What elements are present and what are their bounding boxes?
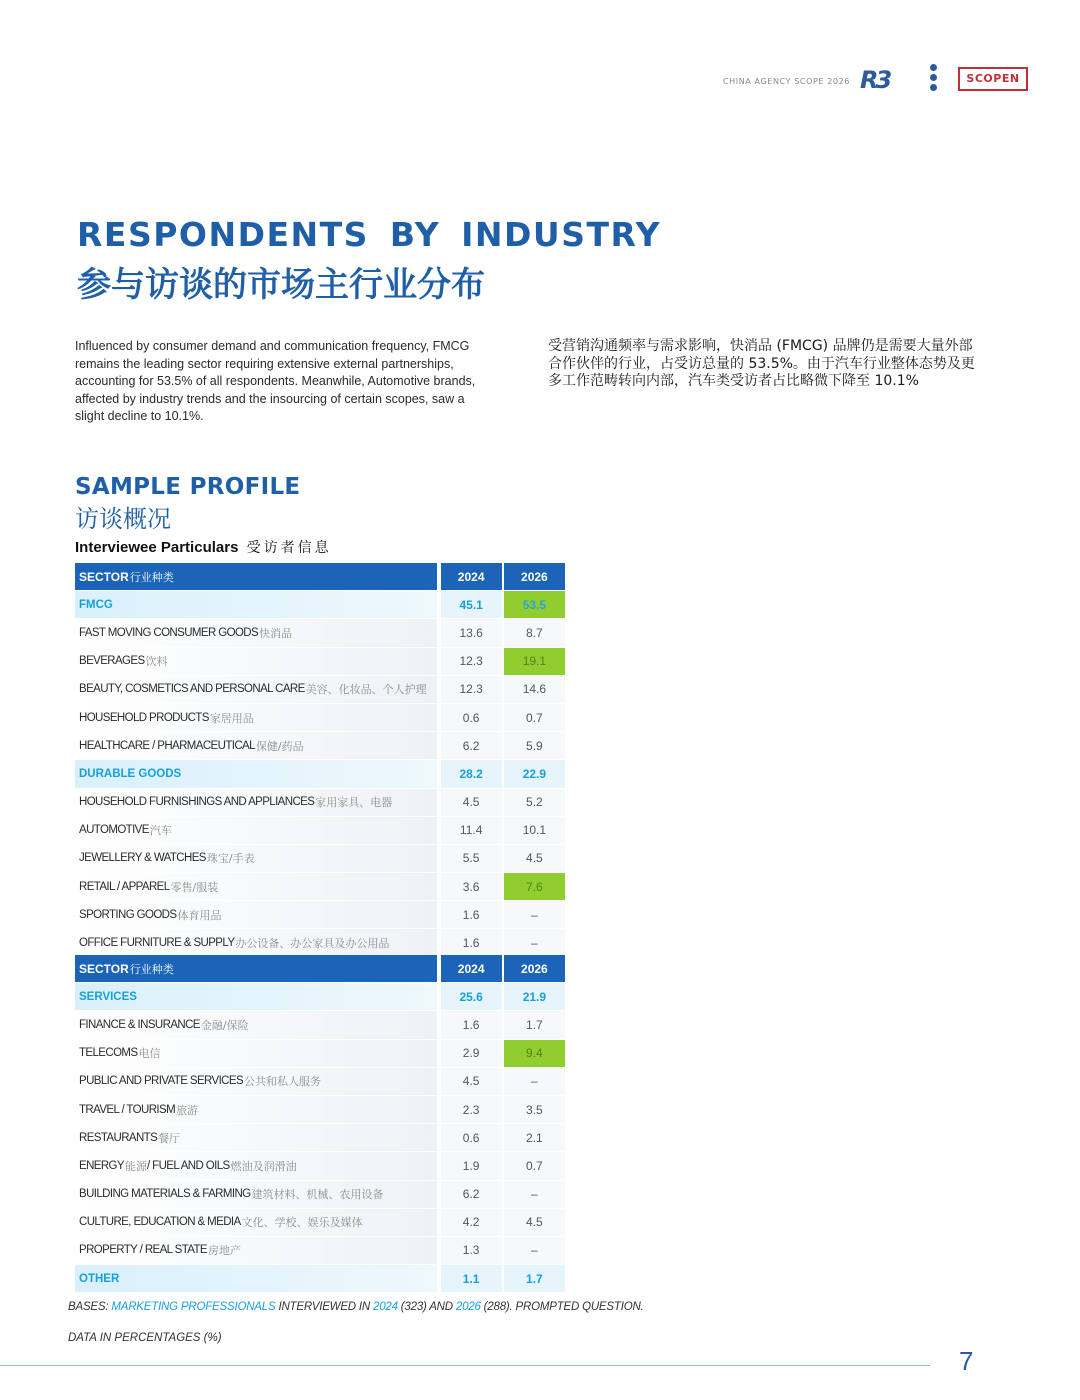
page-title-en: RESPONDENTS BY INDUSTRY: [77, 215, 661, 254]
value-2026-cell: 0.7: [502, 1152, 565, 1179]
value-2026-cell: 4.5: [502, 845, 565, 872]
table-row: [75, 676, 565, 704]
sector-header-cn: 行业种类: [129, 962, 174, 976]
sector-name-cn: 饮料: [145, 655, 168, 669]
interviewee-particulars-en: Interviewee Particulars: [75, 539, 239, 556]
interviewee-particulars-heading: [75, 537, 332, 557]
sector-cell: [75, 1096, 437, 1123]
value-2024-cell: 12.3: [439, 676, 502, 703]
sector-name-en: FINANCE & INSURANCE: [79, 1018, 200, 1031]
sector-name-cn: 房地产: [208, 1244, 241, 1258]
table-row: [75, 648, 565, 676]
footer-divider: [0, 1365, 930, 1366]
bases-year-2026: 2026: [455, 1301, 481, 1313]
sector-cell: [75, 817, 437, 844]
value-2026-cell: 5.9: [502, 732, 565, 759]
sector-cell: [75, 1209, 437, 1236]
sector-name-cn: 保健/药品: [255, 739, 304, 753]
table-row: [75, 704, 565, 732]
sector-header-cn: 行业种类: [129, 570, 174, 584]
value-2024-cell: 5.5: [439, 845, 502, 872]
sector-name-cn: 公共和私人服务: [244, 1075, 322, 1089]
bases-year-2024: 2024: [373, 1301, 398, 1313]
table-row: [75, 1040, 565, 1068]
sector-cell: [75, 789, 437, 816]
page-number: 7: [959, 1346, 974, 1376]
table-header-row: [75, 563, 565, 591]
sector-name-en: PROPERTY / REAL STATE: [79, 1244, 207, 1257]
bases-text: (323) AND: [397, 1301, 456, 1313]
sector-cell: [75, 929, 437, 956]
sector-header-cell: [75, 563, 437, 590]
table-row: [75, 1152, 565, 1180]
year-2024-header: 2024: [439, 955, 502, 982]
sector-name-en: JEWELLERY & WATCHES: [79, 852, 206, 865]
sector-cell: [75, 676, 437, 703]
value-2026-highlight-cell: 19.1: [502, 648, 565, 675]
value-2024-cell: 28.2: [439, 760, 502, 787]
report-name: CHINA AGENCY SCOPE 2026: [723, 77, 850, 86]
sector-cell: [75, 648, 437, 675]
year-2026-header: 2026: [502, 563, 565, 590]
year-2024-header: 2024: [439, 563, 502, 590]
sector-cell: [75, 1124, 437, 1151]
sector-name-en: HEALTHCARE / PHARMACEUTICAL: [79, 739, 255, 752]
sector-name-cn: 旅游: [176, 1103, 199, 1117]
sector-name-cn: 汽车: [149, 824, 172, 838]
scopen-logo: SCOPEN: [958, 67, 1028, 91]
value-2024-cell: 4.5: [439, 1068, 502, 1095]
table-row: [75, 1209, 565, 1237]
table-row: [75, 817, 565, 845]
sector-cell: [75, 1011, 437, 1038]
sector-cell: [75, 901, 437, 928]
interviewee-particulars-cn: 受访者信息: [246, 540, 332, 556]
sector-cell: [75, 873, 437, 900]
sector-name-en: PUBLIC AND PRIVATE SERVICES: [79, 1075, 244, 1088]
value-2024-cell: 6.2: [439, 1181, 502, 1208]
value-2024-cell: 4.2: [439, 1209, 502, 1236]
value-2026-cell: 21.9: [502, 983, 565, 1010]
table-row: [75, 929, 565, 957]
sector-cell: [75, 1068, 437, 1095]
table-row: [75, 1096, 565, 1124]
sector-cell: [75, 1040, 437, 1067]
bases-text: INTERVIEWED IN: [275, 1301, 373, 1313]
value-2026-highlight-cell: 9.4: [502, 1040, 565, 1067]
value-2026-cell: 3.5: [502, 1096, 565, 1123]
value-2026-cell: –: [502, 929, 565, 956]
sector-header-en: SECTOR: [79, 961, 129, 976]
sector-cell: [75, 732, 437, 759]
sector-name-cn-2: 燃油及润滑油: [230, 1159, 297, 1173]
value-2026-cell: 1.7: [502, 1265, 565, 1292]
sector-name-en: OFFICE FURNITURE & SUPPLY: [79, 937, 235, 950]
value-2026-cell: 8.7: [502, 619, 565, 646]
table-row: [75, 873, 565, 901]
sector-name-cn: 家居用品: [209, 711, 254, 725]
sample-profile-title-en: SAMPLE PROFILE: [75, 474, 301, 500]
sector-name-en: OTHER: [79, 1272, 120, 1285]
r3-logo: R3: [860, 66, 890, 94]
year-2026-header: 2026: [502, 955, 565, 982]
sector-name-en: SERVICES: [79, 990, 137, 1003]
value-2024-cell: 1.3: [439, 1237, 502, 1264]
intro-paragraph-en: Influenced by consumer demand and communication frequency, FMCG remains the leading sector requiring extensive external partnerships, accounting for 53.5% of all respondents. Meanwhile, Automotive brands, affected by industry trends and the insourcing of certain scopes, saw a slight decline to 10.1%.: [75, 339, 476, 423]
value-2024-cell: 1.1: [439, 1265, 502, 1292]
sector-name-en: BEVERAGES: [79, 655, 145, 668]
sector-name-cn: 电信: [138, 1047, 161, 1061]
sector-name-en: FAST MOVING CONSUMER GOODS: [79, 626, 259, 639]
value-2026-cell: –: [502, 901, 565, 928]
category-row: [75, 1265, 565, 1293]
value-2024-cell: 4.5: [439, 789, 502, 816]
sector-name-en: ENERGY: [79, 1159, 124, 1172]
sector-name-cn: 零售/服装: [170, 880, 219, 894]
value-2024-cell: 2.9: [439, 1040, 502, 1067]
value-2024-cell: 11.4: [439, 817, 502, 844]
value-2024-cell: 13.6: [439, 619, 502, 646]
sector-cell: [75, 760, 437, 787]
sector-name-en: RETAIL / APPAREL: [79, 880, 170, 893]
sector-name-en: FMCG: [79, 598, 113, 611]
sector-name-en: AUTOMOTIVE: [79, 824, 149, 837]
bases-highlight: MARKETING PROFESSIONALS: [111, 1301, 276, 1313]
value-2026-cell: 5.2: [502, 789, 565, 816]
sector-header-en: SECTOR: [79, 569, 129, 584]
table-header-row: [75, 955, 565, 983]
sector-name-en: BEAUTY, COSMETICS AND PERSONAL CARE: [79, 683, 305, 696]
bases-text: (288). PROMPTED QUESTION.: [480, 1301, 644, 1313]
value-2024-cell: 1.9: [439, 1152, 502, 1179]
sector-name-en: RESTAURANTS: [79, 1131, 158, 1144]
industry-table-2: [75, 955, 565, 1293]
sector-name-cn: 体育用品: [177, 908, 222, 922]
sector-cell: [75, 1237, 437, 1264]
value-2024-cell: 45.1: [439, 591, 502, 618]
sector-name-cn: 快消品: [259, 626, 293, 640]
logo-dots-icon: [930, 64, 938, 92]
sector-name-en: BUILDING MATERIALS & FARMING: [79, 1188, 251, 1201]
category-row: [75, 760, 565, 788]
data-note: DATA IN PERCENTAGES (%): [68, 1332, 222, 1344]
sector-name-cn: 美容、化妆品、个人护理: [305, 683, 427, 697]
sector-name-cn: 金融/保险: [200, 1018, 249, 1032]
table-row: [75, 1237, 565, 1265]
value-2026-cell: 4.5: [502, 1209, 565, 1236]
value-2026-cell: –: [502, 1068, 565, 1095]
bases-text: BASES:: [68, 1301, 112, 1313]
value-2024-cell: 12.3: [439, 648, 502, 675]
value-2026-cell: 1.7: [502, 1011, 565, 1038]
sector-name-cn: 办公设备、办公家具及办公用品: [235, 937, 390, 951]
sector-cell: [75, 983, 437, 1010]
sector-name-en: HOUSEHOLD PRODUCTS: [79, 711, 209, 724]
value-2026-cell: 2.1: [502, 1124, 565, 1151]
table-row: [75, 619, 565, 647]
sector-name-en: DURABLE GOODS: [79, 767, 182, 780]
sector-name-cn: 建筑材料、机械、农用设备: [251, 1188, 384, 1202]
sample-profile-title-cn: 访谈概况: [75, 505, 171, 533]
sector-cell: [75, 1152, 437, 1179]
intro-paragraph-cn: 受营销沟通频率与需求影响，快消品 (FMCG) 品牌仍是需要大量外部合作伙伴的行业，占受访总量的 53.5%。由于汽车行业整体态势及更多工作范畴转向内部，汽车类受访者占比略微下降至 10.1%: [548, 338, 975, 389]
table-row: [75, 1011, 565, 1039]
value-2024-cell: 3.6: [439, 873, 502, 900]
sector-name-cn: 珠宝/手表: [206, 852, 255, 866]
value-2024-cell: 2.3: [439, 1096, 502, 1123]
sector-cell: [75, 704, 437, 731]
value-2026-cell: 14.6: [502, 676, 565, 703]
value-2026-cell: 0.7: [502, 704, 565, 731]
category-row: [75, 591, 565, 619]
table-row: [75, 1181, 565, 1209]
table-row: [75, 1124, 565, 1152]
value-2024-cell: 6.2: [439, 732, 502, 759]
sector-cell: [75, 1265, 437, 1292]
value-2026-highlight-cell: 53.5: [502, 591, 565, 618]
sector-cell: [75, 845, 437, 872]
sector-name-en: SPORTING GOODS: [79, 908, 177, 921]
industry-table-1: [75, 563, 565, 958]
value-2024-cell: 0.6: [439, 704, 502, 731]
value-2024-cell: 0.6: [439, 1124, 502, 1151]
sector-cell: [75, 591, 437, 618]
table-row: [75, 845, 565, 873]
value-2026-highlight-cell: 7.6: [502, 873, 565, 900]
value-2026-cell: –: [502, 1237, 565, 1264]
sector-header-cell: [75, 955, 437, 982]
category-row: [75, 983, 565, 1011]
value-2024-cell: 25.6: [439, 983, 502, 1010]
sector-name-en: TELECOMS: [79, 1047, 138, 1060]
value-2026-cell: 10.1: [502, 817, 565, 844]
page-title-cn: 参与访谈的市场主行业分布: [77, 265, 485, 305]
sector-cell: [75, 1181, 437, 1208]
table-row: [75, 732, 565, 760]
sector-cell: [75, 619, 437, 646]
sector-name-en: CULTURE, EDUCATION & MEDIA: [79, 1216, 241, 1229]
sector-name-cn: 文化、学校、娱乐及媒体: [241, 1216, 363, 1230]
table-row: [75, 789, 565, 817]
bases-note: [68, 1301, 644, 1313]
sector-name-en-2: / FUEL AND OILS: [146, 1159, 230, 1172]
value-2024-cell: 1.6: [439, 929, 502, 956]
sector-name-en: TRAVEL / TOURISM: [79, 1103, 176, 1116]
value-2024-cell: 1.6: [439, 901, 502, 928]
value-2024-cell: 1.6: [439, 1011, 502, 1038]
value-2026-cell: 22.9: [502, 760, 565, 787]
sector-name-en: HOUSEHOLD FURNISHINGS AND APPLIANCES: [79, 796, 315, 809]
sector-name-cn: 家用家具、电器: [315, 796, 393, 810]
value-2026-cell: –: [502, 1181, 565, 1208]
sector-name-cn: 餐厅: [158, 1131, 181, 1145]
sector-name-cn: 能源: [124, 1159, 147, 1173]
table-row: [75, 901, 565, 929]
table-row: [75, 1068, 565, 1096]
